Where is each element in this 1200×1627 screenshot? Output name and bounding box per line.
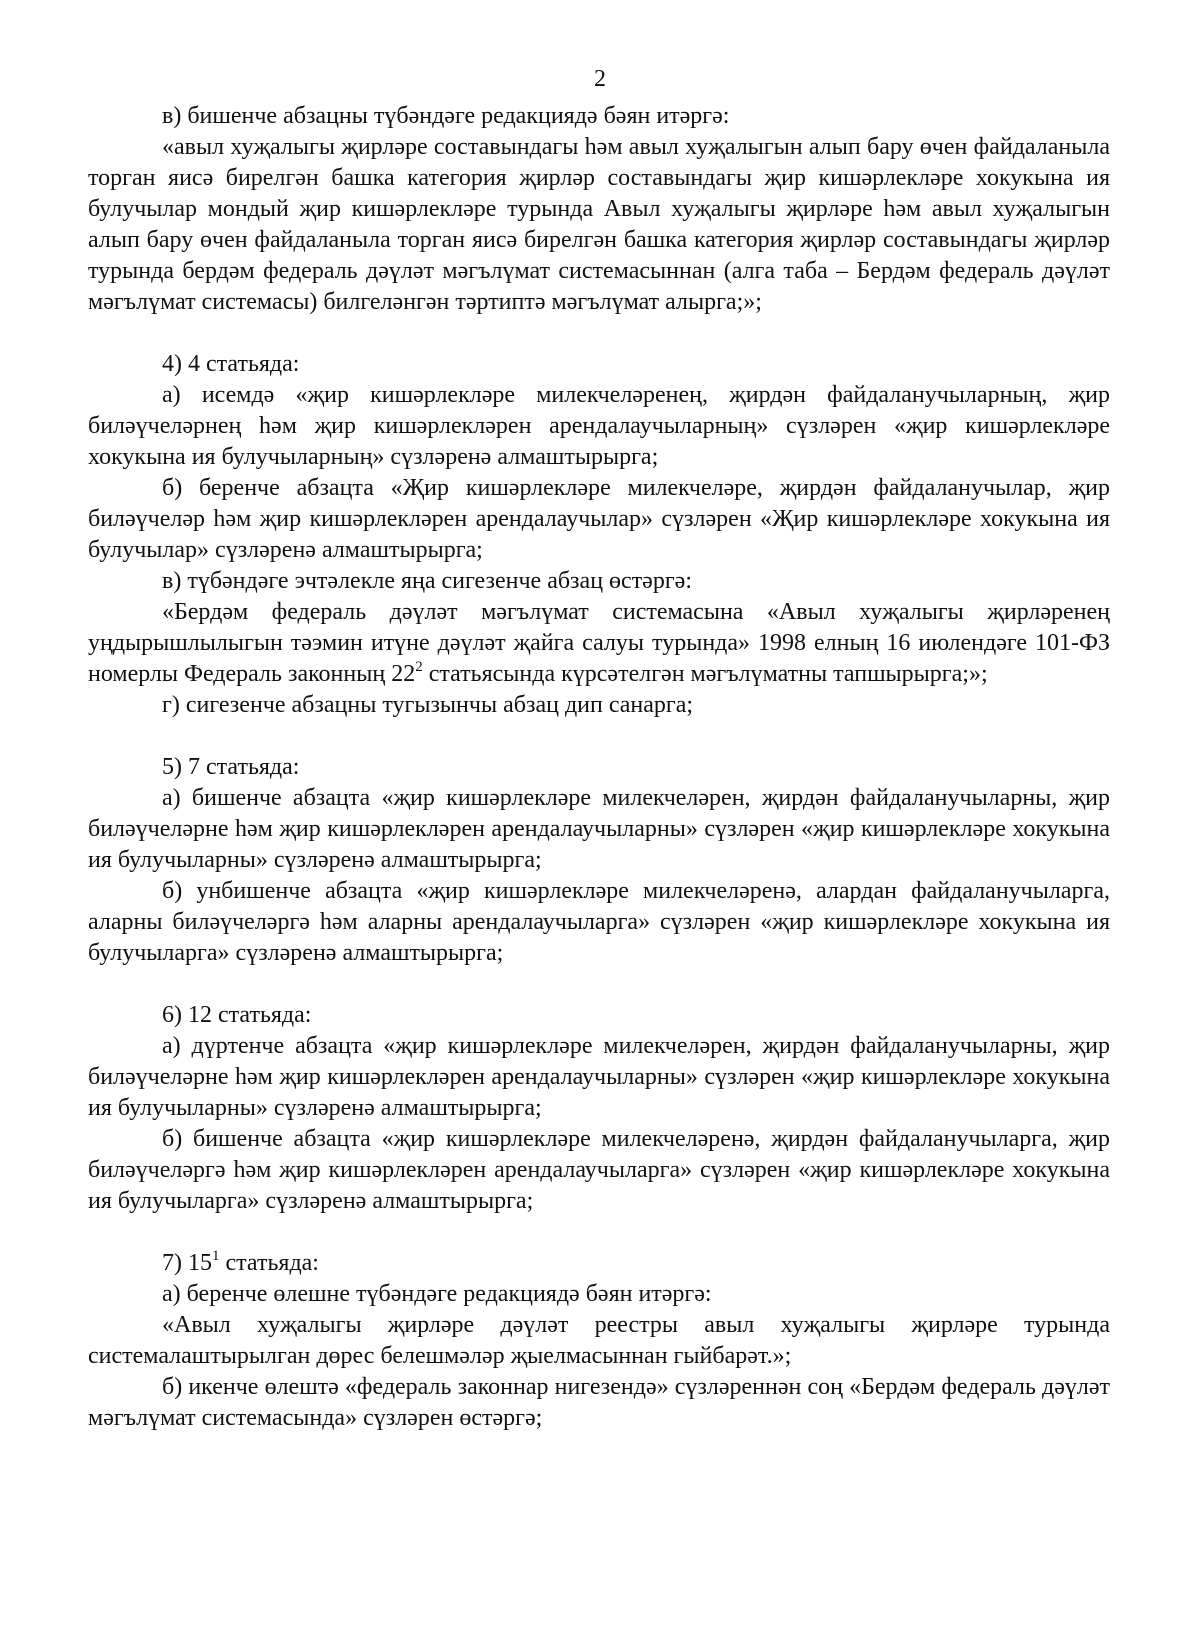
- heading-text: статьяда:: [219, 1250, 319, 1276]
- paragraph: а) дүртенче абзацта «җир кишәрлекләре милекчеләрен, җирдән файдаланучыларны, җир биләүчеләрне һәм җир кишәрлекләрен арендалаучыларны» сүзләрен «җир кишәрлекләре хокукына ия булучыларны» сүзләренә алмаштырырга;: [88, 1033, 1110, 1121]
- paragraph-text: статьясында күрсәтелгән мәгълүматны тапшырырга;»;: [422, 661, 988, 687]
- section-heading: 5) 7 статьяда:: [162, 754, 300, 780]
- paragraph-text: «Бердәм федераль дәүләт мәгълүмат системасына «Авыл хуҗалыгы җирләренең уңдырышлылыгын тәэмин итүне дәүләт җайга салуы турында» 1998 елның 16 июлендәге 101-ФЗ номерлы Федераль законның 22: [88, 599, 1110, 687]
- paragraph: б) бишенче абзацта «җир кишәрлекләре милекчеләренә, җирдән файдаланучыларга, җир биләүчеләргә һәм җир кишәрлекләрен арендалаучыларга» сүзләрен «җир кишәрлекләре хокукына ия булучыларга» сүзләренә алмаштырырга;: [88, 1126, 1110, 1214]
- paragraph: в) бишенче абзацны түбәндәге редакциядә бәян итәргә:: [162, 103, 730, 129]
- paragraph: а) исемдә «җир кишәрлекләре милекчеләренең, җирдән файдаланучыларның, җир биләүчеләрнең һәм җир кишәрлекләрен арендалаучыларның» сүзләрен «җир кишәрлекләре хокукына ия булучыларның» сүзләренә алмаштырырга;: [88, 382, 1110, 470]
- paragraph: б) унбишенче абзацта «җир кишәрлекләре милекчеләренә, алардан файдаланучыларга, аларны биләүчеләргә һәм аларны арендалаучыларга» сүзләрен «җир кишәрлекләре хокукына ия булучыларга» сүзләренә алмаштырырга;: [88, 878, 1110, 966]
- page-number: 2: [594, 66, 606, 92]
- paragraph: а) беренче өлешне түбәндәге редакциядә бәян итәргә:: [162, 1281, 712, 1307]
- paragraph: б) беренче абзацта «Җир кишәрлекләре милекчеләре, җирдән файдаланучылар, җир биләүчеләр һәм җир кишәрлекләрен арендалаучылар» сүзләрен «Җир кишәрлекләре хокукына ия булучылар» сүзләренә алмаштырырга;: [88, 475, 1110, 563]
- section-heading: [88, 1248, 1110, 1279]
- heading-text: 7) 15: [162, 1250, 212, 1276]
- document-body: [88, 101, 1110, 1434]
- paragraph: «Авыл хуҗалыгы җирләре дәүләт реестры авыл хуҗалыгы җирләре турында системалаштырылган дөрес белешмәләр җыелмасыннан гыйбарәт.»;: [88, 1312, 1110, 1369]
- paragraph: [88, 597, 1110, 690]
- section-heading: 6) 12 статьяда:: [162, 1002, 312, 1028]
- paragraph: б) икенче өлештә «федераль законнар нигезендә» сүзләреннән соң «Бердәм федераль дәүләт мәгълүмат системасында» сүзләрен өстәргә;: [88, 1374, 1110, 1431]
- paragraph: в) түбәндәге эчтәлекле яңа сигезенче абзац өстәргә:: [162, 568, 692, 594]
- superscript: 1: [212, 1248, 220, 1264]
- paragraph: г) сигезенче абзацны тугызынчы абзац дип санарга;: [162, 692, 694, 718]
- paragraph: а) бишенче абзацта «җир кишәрлекләре милекчеләрен, җирдән файдаланучыларны, җир биләүчеләрне һәм җир кишәрлекләрен арендалаучыларны» сүзләрен «җир кишәрлекләре хокукына ия булучыларны» сүзләренә алмаштырырга;: [88, 785, 1110, 873]
- paragraph: «авыл хуҗалыгы җирләре составындагы һәм авыл хуҗалыгын алып бару өчен файдаланыла торган яисә бирелгән башка категория җирләр составындагы җир кишәрлекләре хокукына ия булучылар мондый җир кишәрлекләре турында Авыл хуҗалыгы җирләре һәм авыл хуҗалыгын алып бару өчен файдаланыла торган яисә бирелгән башка категория җирләр составындагы җирләр турында бердәм федераль дәүләт мәгълүмат системасыннан (алга таба – Бердәм федераль дәүләт мәгълүмат системасы) билгеләнгән тәртиптә мәгълүмат алырга;»;: [88, 134, 1110, 315]
- superscript: 2: [415, 659, 423, 675]
- section-heading: 4) 4 статьяда:: [162, 351, 300, 377]
